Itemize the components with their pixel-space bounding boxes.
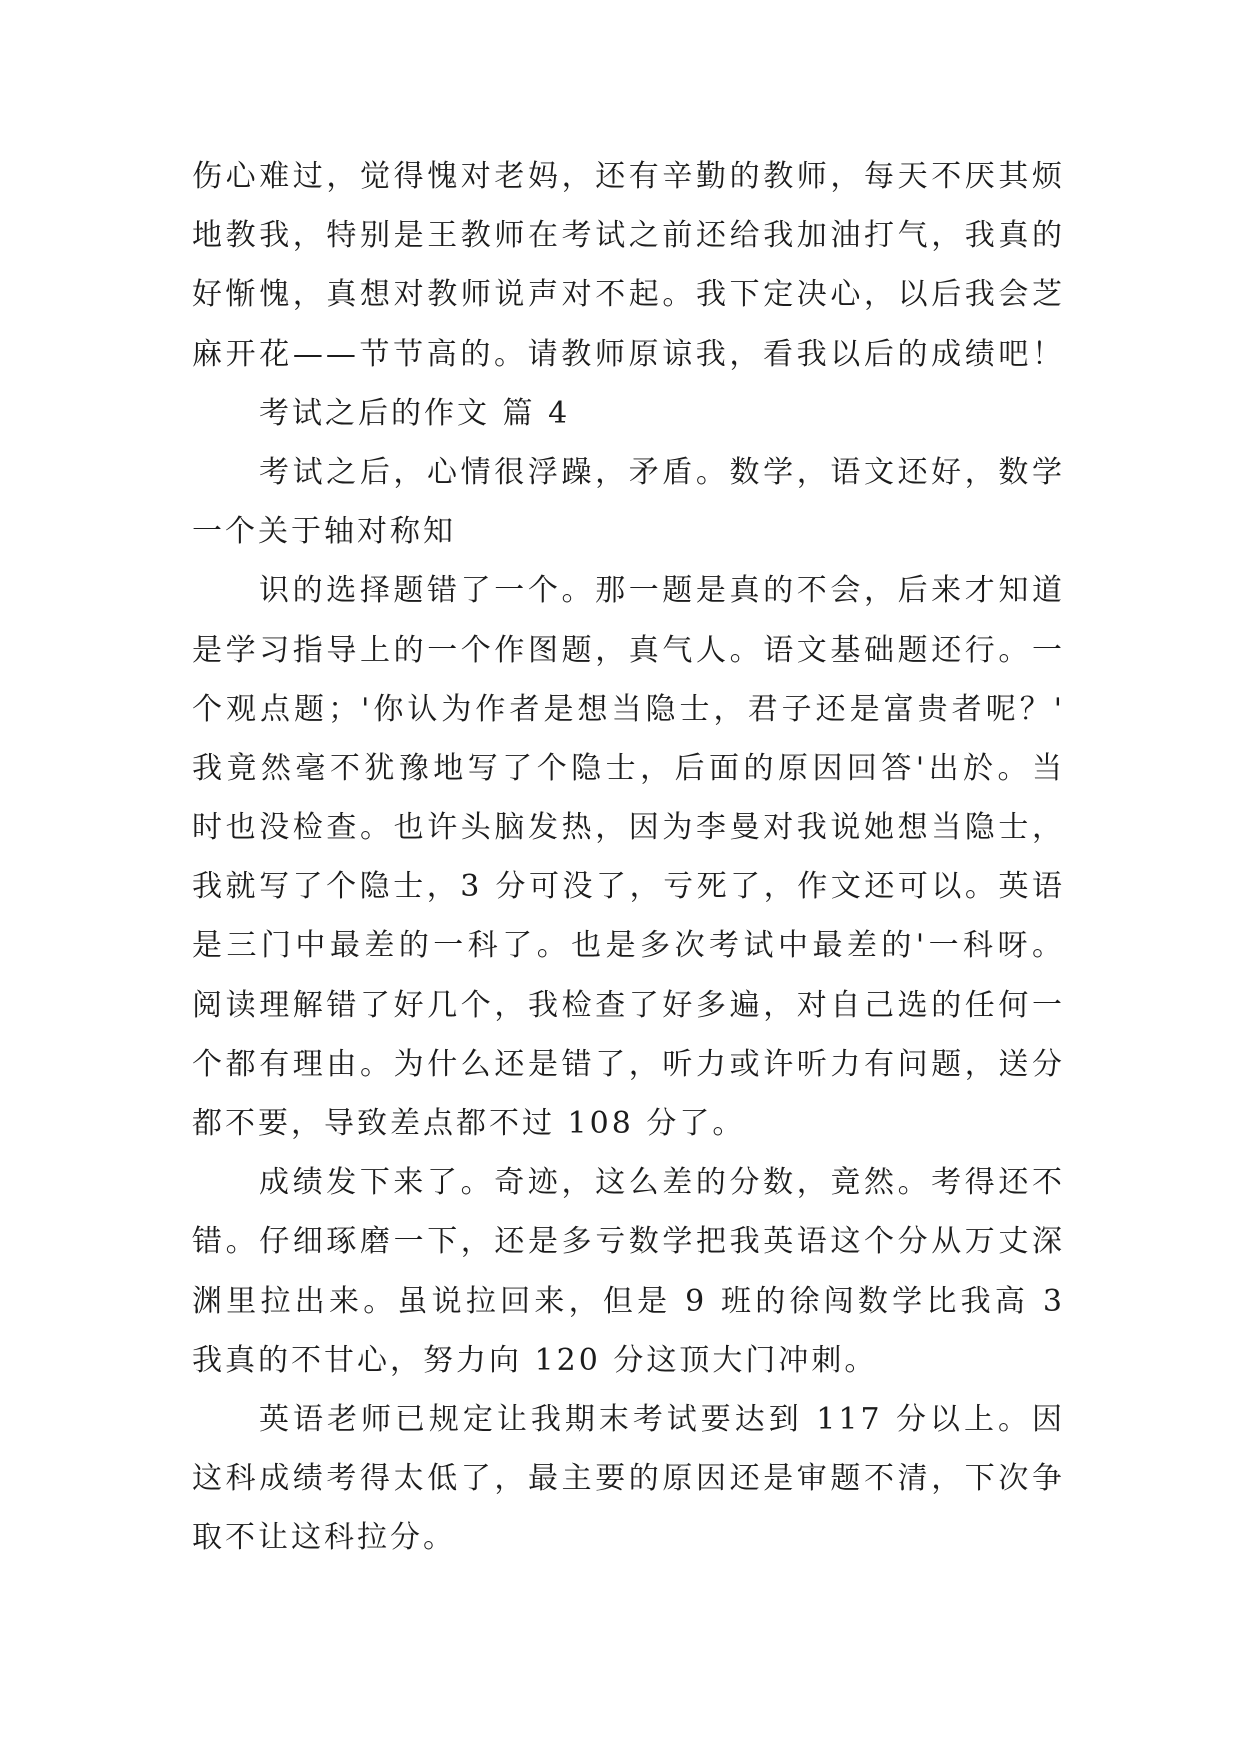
text-line: 是学习指导上的一个作图题，真气人。语文基础题还行。一 [192, 632, 1065, 668]
text-line: 个都有理由。为什么还是错了，听力或许听力有问题，送分 [192, 1046, 1065, 1082]
text-line: 好惭愧，真想对教师说声对不起。我下定决心，以后我会芝 [192, 277, 1065, 313]
text-line: 我竟然毫不犹豫地写了个隐士，后面的原因回答'出於。当 [192, 750, 1065, 786]
paragraph-results [192, 1153, 1241, 1390]
text-line: 时也没检查。也许头脑发热，因为李曼对我说她想当隐士， [192, 810, 1065, 846]
paragraph-english-goal [192, 1390, 1241, 1568]
section-heading [192, 384, 1241, 443]
text-line: 是三门中最差的一科了。也是多次考试中最差的'一科呀。 [192, 928, 1065, 964]
text-line: 阅读理解错了好几个，我检查了好多遍，对自己选的任何一 [192, 987, 1065, 1023]
paragraph-intro [192, 443, 1241, 561]
text-line: 麻开花——节节高的。请教师原谅我，看我以后的成绩吧！ [192, 336, 1065, 372]
text-line: 识的选择题错了一个。那一题是真的不会，后来才知道 [259, 573, 1065, 609]
text-line: 成绩发下来了。奇迹，这么差的分数，竟然。考得还不 [259, 1165, 1065, 1201]
text-line: 这科成绩考得太低了，最主要的原因还是审题不清，下次争 [192, 1461, 1065, 1497]
text-line: 伤心难过，觉得愧对老妈，还有辛勤的教师，每天不厌其烦 [192, 159, 1065, 194]
paragraph-exam-review [192, 561, 1241, 1153]
text-line: 渊里拉出来。虽说拉回来，但是 9 班的徐闯数学比我高 3 [192, 1283, 1065, 1319]
section-heading-text: 考试之后的作文 篇 4 [259, 395, 571, 431]
text-line: 我就写了个隐士，3 分可没了，亏死了，作文还可以。英语 [192, 869, 1065, 905]
text-line: 地教我，特别是王教师在考试之前还给我加油打气，我真的 [192, 218, 1065, 254]
text-line: 取不让这科拉分。 [192, 1520, 456, 1556]
text-line: 英语老师已规定让我期末考试要达到 117 分以上。因 [259, 1401, 1065, 1437]
text-line: 一个关于轴对称知 [192, 514, 456, 550]
paragraph-continuation [192, 147, 1241, 384]
text-line: 考试之后，心情很浮躁，矛盾。数学，语文还好，数学 [259, 454, 1065, 490]
text-line: 错。仔细琢磨一下，还是多亏数学把我英语这个分从万丈深 [192, 1224, 1065, 1260]
text-line: 都不要，导致差点都不过 108 分了。 [192, 1106, 746, 1141]
text-line: 个观点题；'你认为作者是想当隐士，君子还是富贵者呢？' [192, 691, 1065, 727]
text-line: 我真的不甘心，努力向 120 分这顶大门冲刺。 [192, 1342, 878, 1378]
